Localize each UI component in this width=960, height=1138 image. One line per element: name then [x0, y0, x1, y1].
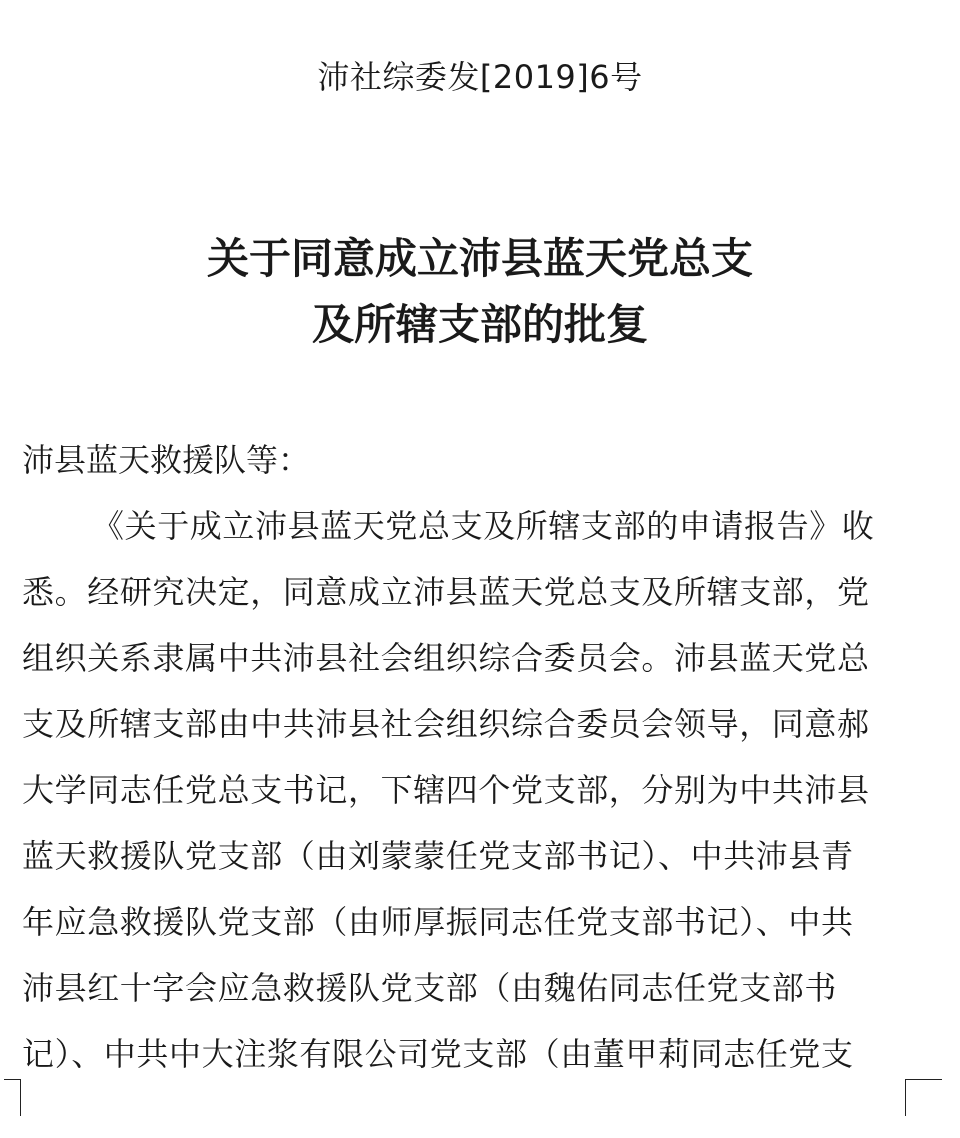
crop-mark-right: [905, 1079, 942, 1116]
body-line: 大学同志任党总支书记，下辖四个党支部，分别为中共沛县: [22, 771, 870, 809]
salutation: 沛县蓝天救援队等：: [22, 441, 311, 479]
body-line: 沛县红十字会应急救援队党支部（由魏佑同志任党支部书: [22, 969, 838, 1007]
body-line: 蓝天救援队党支部（由刘蒙蒙任党支部书记）、中共沛县青: [22, 837, 854, 875]
crop-mark-left: [4, 1079, 21, 1116]
body-line: 支及所辖支部由中共沛县社会组织综合委员会领导，同意郝: [22, 705, 870, 743]
body-text: [22, 498, 902, 1092]
document-number: 沛社综委发[2019]6号: [317, 58, 643, 96]
document-title: [0, 226, 960, 358]
title-line-2: 及所辖支部的批复: [311, 300, 648, 349]
body-line: 《关于成立沛县蓝天党总支及所辖支部的申请报告》收: [92, 507, 875, 545]
title-line-1: 关于同意成立沛县蓝天党总支: [206, 234, 753, 283]
body-line: 悉。经研究决定，同意成立沛县蓝天党总支及所辖支部，党: [22, 573, 870, 611]
body-line: 组织关系隶属中共沛县社会组织综合委员会。沛县蓝天党总: [22, 639, 870, 677]
body-line: 记）、中共中大注浆有限公司党支部（由董甲莉同志任党支: [22, 1035, 854, 1073]
body-line: 年应急救援队党支部（由师厚振同志任党支部书记）、中共: [22, 903, 854, 941]
